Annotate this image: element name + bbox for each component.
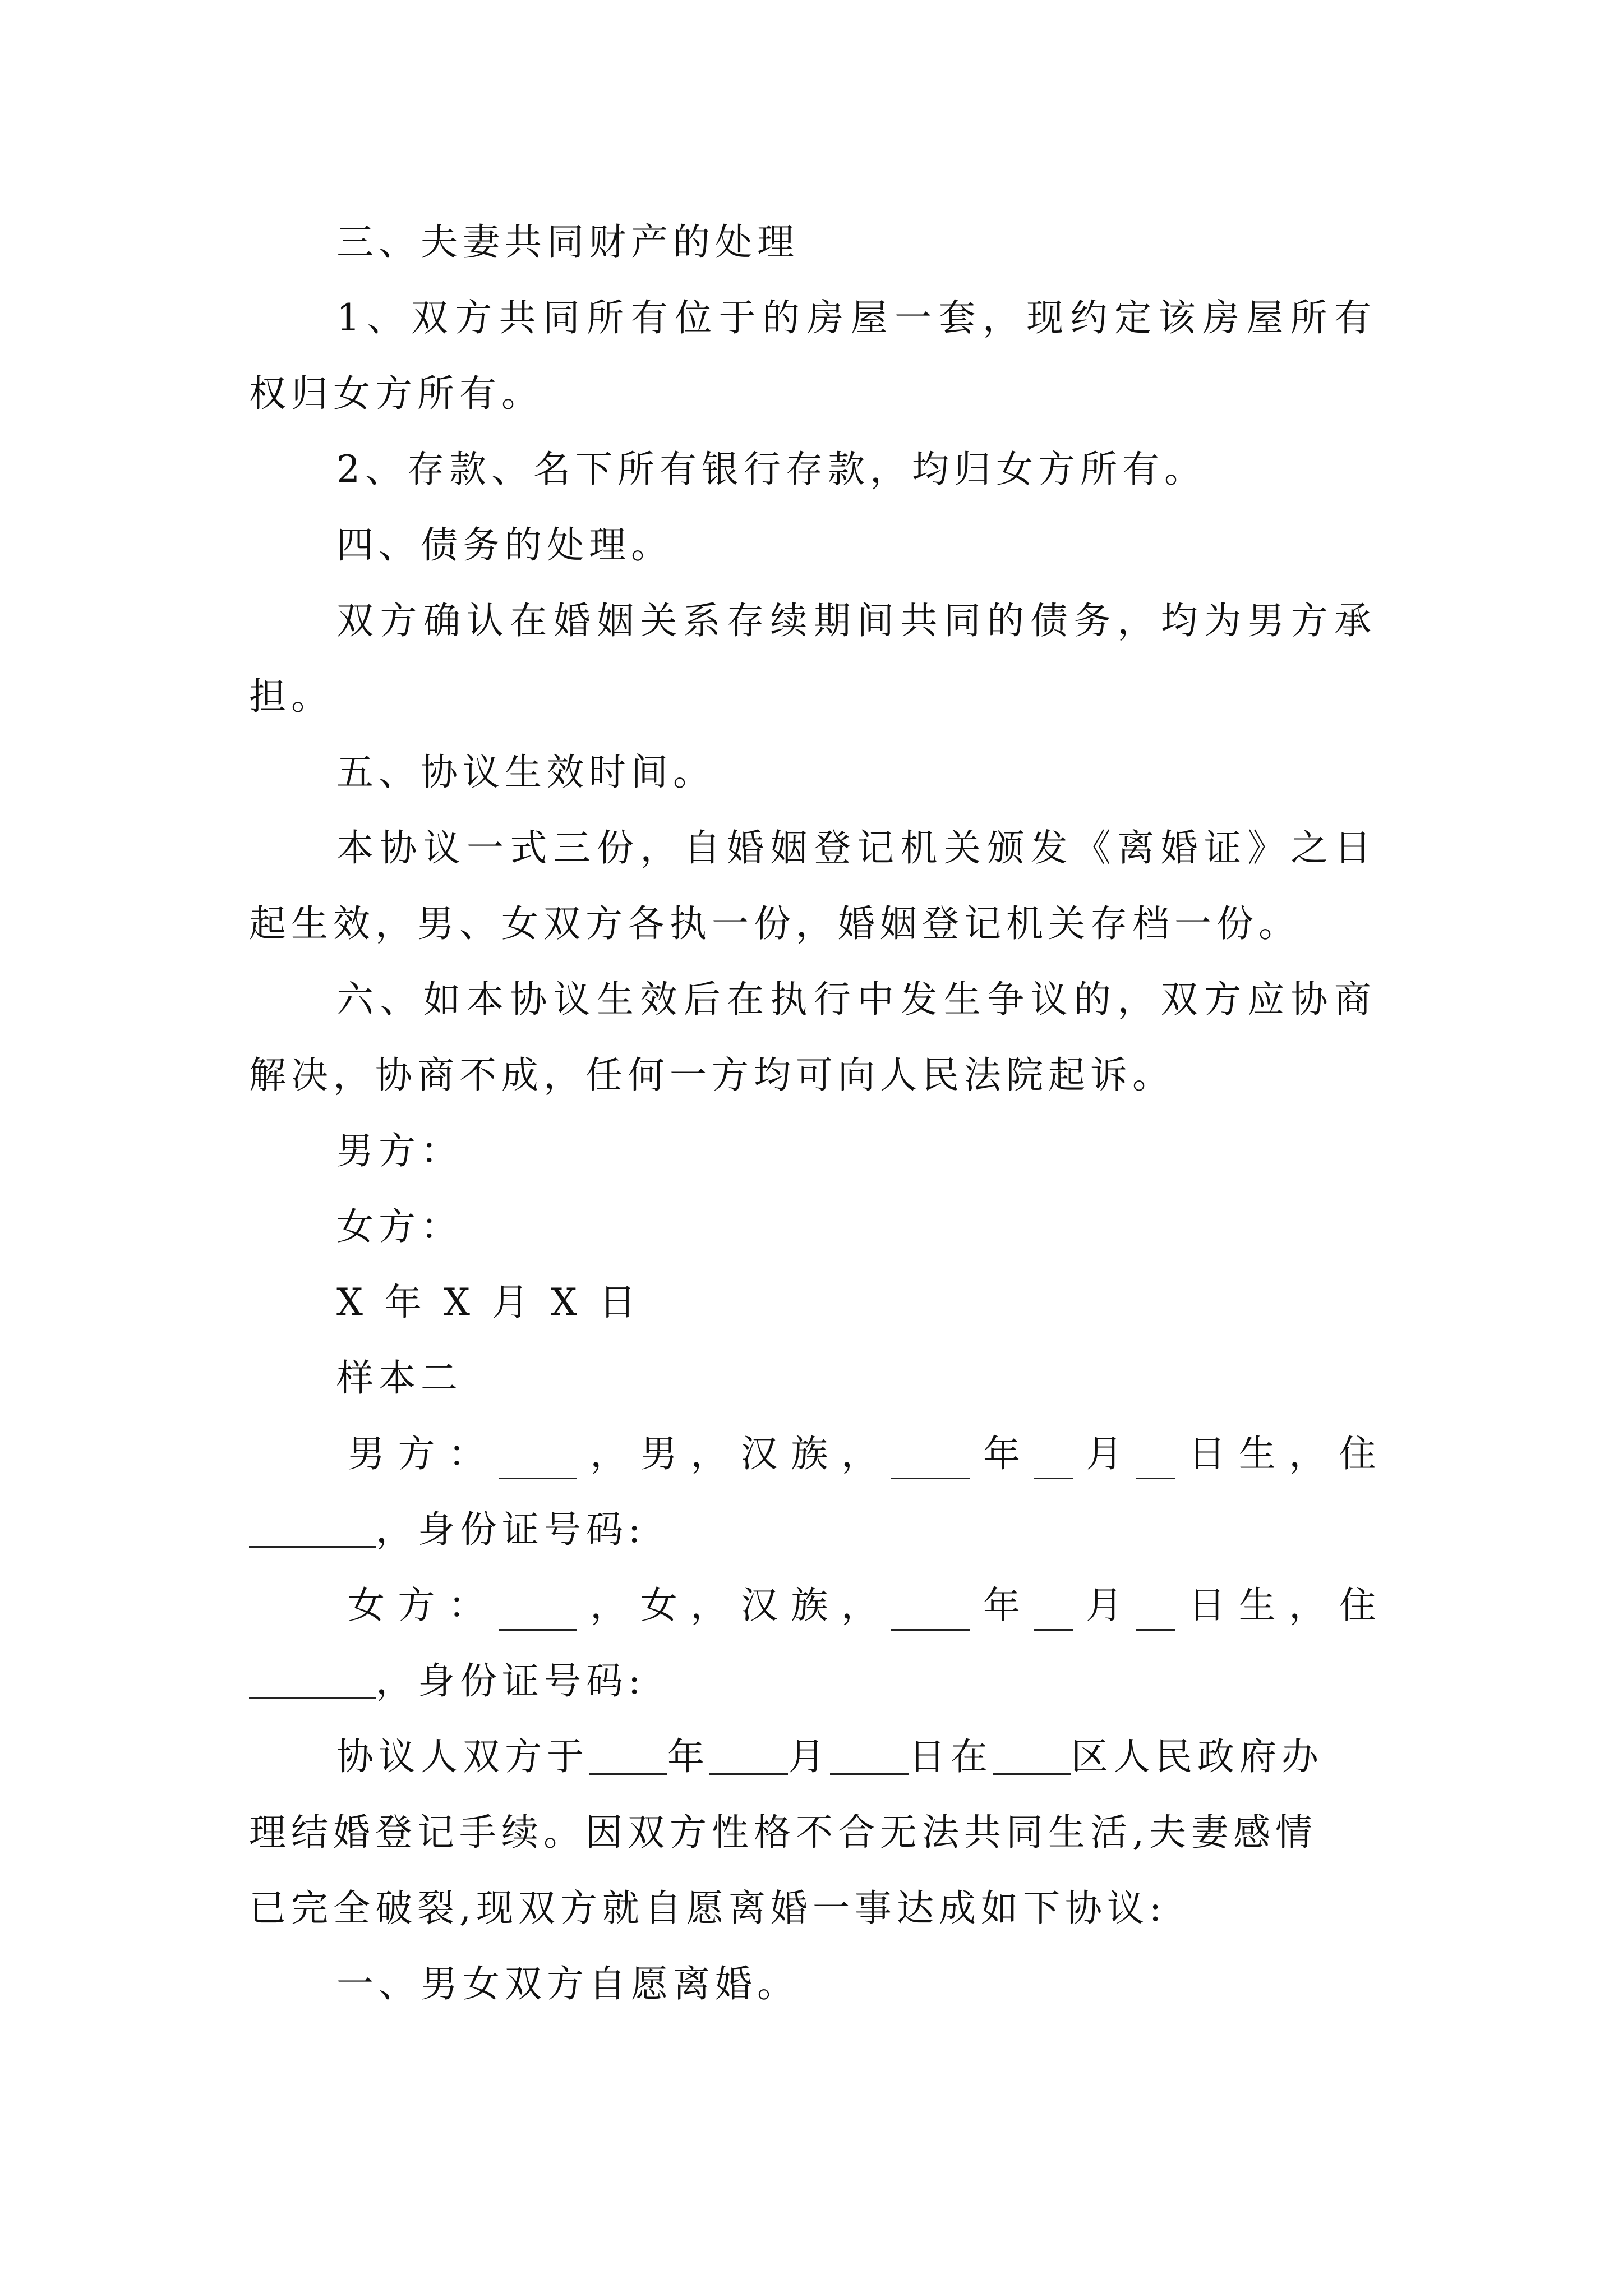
male-info-row xyxy=(348,1420,1376,1488)
paragraph-line: 担。 xyxy=(249,675,333,718)
female-id-row xyxy=(249,1648,645,1715)
female-info-row xyxy=(348,1572,1376,1639)
agreement-text: 日在 xyxy=(909,1735,993,1778)
female-info-char: 月 xyxy=(1086,1584,1123,1627)
section-four-heading: 四、债务的处理。 xyxy=(336,523,673,567)
female-info-char: 年 xyxy=(983,1584,1021,1627)
agreement-text: 年 xyxy=(667,1735,709,1778)
female-info-char: 女 xyxy=(640,1584,677,1627)
male-id-row xyxy=(249,1496,645,1563)
section-three-heading: 三、夫妻共同财产的处理 xyxy=(336,220,799,264)
address-blank xyxy=(249,1509,376,1548)
section-one-line: 一、男女双方自愿离婚。 xyxy=(336,1962,799,2005)
female-id-label: ，身份证号码: xyxy=(376,1659,646,1703)
female-info-char: 生 xyxy=(1238,1584,1276,1627)
female-info-char: 日 xyxy=(1188,1584,1226,1627)
day-blank xyxy=(830,1736,909,1775)
female-info-char: 族 xyxy=(791,1584,828,1627)
male-info-char: 月 xyxy=(1086,1432,1123,1475)
female-info-char: 方 xyxy=(398,1584,435,1627)
name-blank xyxy=(499,1441,577,1479)
district-blank xyxy=(993,1736,1071,1775)
agreement-text: 月 xyxy=(788,1735,830,1778)
female-info-char: 住 xyxy=(1339,1584,1376,1627)
male-info-char: 日 xyxy=(1188,1432,1226,1475)
paragraph-line: 起生效，男、女双方各执一份，婚姻登记机关存档一份。 xyxy=(249,902,1301,945)
month-blank xyxy=(709,1736,788,1775)
female-signature-label: 女方： xyxy=(336,1205,463,1248)
paragraph-line: 已完全破裂,现双方就自愿离婚一事达成如下协议: xyxy=(249,1887,1167,1930)
female-info-char: ， xyxy=(590,1584,628,1627)
female-info-char: ， xyxy=(1289,1584,1326,1627)
day-blank xyxy=(1136,1592,1175,1631)
paragraph-line: 本协议一式三份，自婚姻登记机关颁发《离婚证》之日 xyxy=(336,826,1376,869)
paragraph-line: 理结婚登记手续。因双方性格不合无法共同生活,夫妻感情 xyxy=(249,1811,1317,1854)
date-line: X 年 X 月 X 日 xyxy=(336,1281,641,1324)
female-info-char: ， xyxy=(690,1584,728,1627)
name-blank xyxy=(499,1592,577,1631)
male-info-char: ， xyxy=(841,1432,878,1475)
section-five-heading: 五、协议生效时间。 xyxy=(336,751,715,794)
year-blank xyxy=(589,1736,667,1775)
male-info-char: 住 xyxy=(1339,1432,1376,1475)
male-info-char: 汉 xyxy=(740,1432,778,1475)
male-info-char: 男 xyxy=(640,1432,677,1475)
male-id-label: ，身份证号码: xyxy=(376,1508,646,1551)
male-signature-label: 男方： xyxy=(336,1129,463,1172)
paragraph-line: 2、存款、名下所有银行存款，均归女方所有。 xyxy=(336,448,1206,491)
year-blank xyxy=(891,1592,970,1631)
female-info-char: 汉 xyxy=(740,1584,778,1627)
day-blank xyxy=(1136,1441,1175,1479)
month-blank xyxy=(1034,1441,1073,1479)
female-info-char: ： xyxy=(448,1584,486,1627)
male-info-char: ， xyxy=(690,1432,728,1475)
paragraph-line: 解决，协商不成，任何一方均可向人民法院起诉。 xyxy=(249,1053,1174,1097)
paragraph-line: 双方确认在婚姻关系存续期间共同的债务，均为男方承 xyxy=(336,599,1376,642)
female-info-char: 女 xyxy=(348,1584,385,1627)
female-info-char: ， xyxy=(841,1584,878,1627)
male-info-char: 族 xyxy=(791,1432,828,1475)
agreement-line xyxy=(336,1723,1324,1791)
male-info-char: 男 xyxy=(348,1432,385,1475)
male-info-char: 方 xyxy=(398,1432,435,1475)
agreement-text: 区人民政府办 xyxy=(1071,1735,1324,1778)
address-blank xyxy=(249,1660,376,1699)
male-info-char: ， xyxy=(590,1432,628,1475)
section-six-line: 六、如本协议生效后在执行中发生争议的，双方应协商 xyxy=(336,978,1376,1021)
male-info-char: ： xyxy=(448,1432,486,1475)
sample-two-heading: 样本二 xyxy=(336,1356,463,1400)
paragraph-line: 1、双方共同所有位于的房屋一套，现约定该房屋所有 xyxy=(336,296,1376,339)
male-info-char: 生 xyxy=(1238,1432,1276,1475)
male-info-char: 年 xyxy=(983,1432,1021,1475)
male-info-char: ， xyxy=(1289,1432,1326,1475)
year-blank xyxy=(891,1441,970,1479)
month-blank xyxy=(1034,1592,1073,1631)
paragraph-line: 权归女方所有。 xyxy=(249,372,543,415)
agreement-text: 协议人双方于 xyxy=(336,1735,589,1778)
